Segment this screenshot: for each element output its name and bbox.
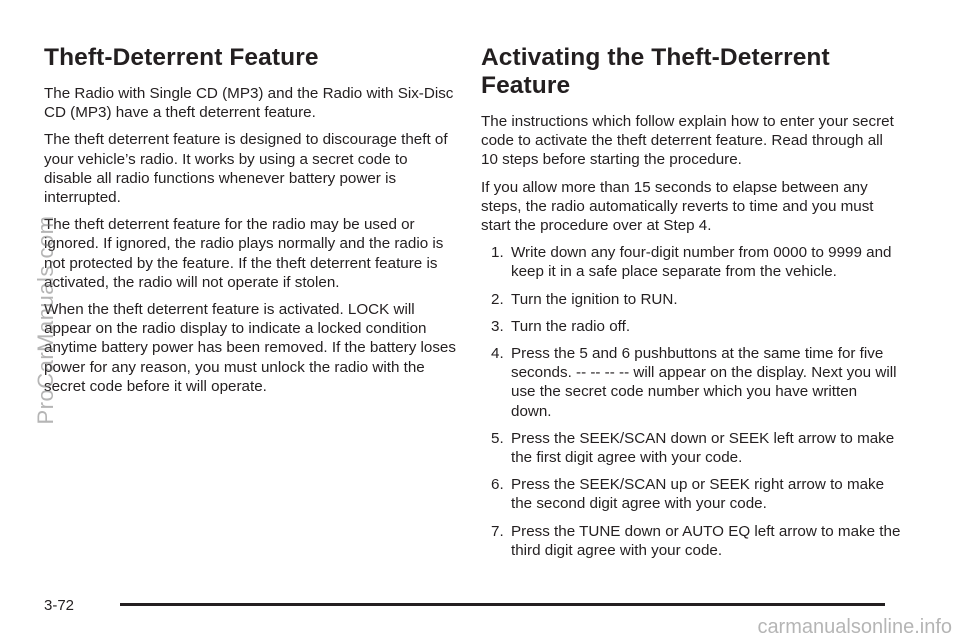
page-number: 3-72 [44,597,75,614]
paragraph: When the theft deterrent feature is activated. LOCK will appear on the radio display to indicate a locked condition anytime battery power has been removed. If the battery loses power for any reason, you must unlock the radio with the secret code before it will operate. [44,301,456,395]
step-number: 6. [491,476,504,494]
step-item [481,243,901,281]
step-item [481,475,901,513]
step-text: Press the TUNE down or AUTO EQ left arrow to make the third digit agree with your code. [511,522,901,559]
step-item [481,429,901,467]
paragraph: The theft deterrent feature for the radio may be used or ignored. If ignored, the radio plays normally and the radio is not protected by the feature. If the theft deterrent feature is activated, the radio will not operate if stolen. [44,216,444,291]
step-item [481,317,901,336]
section-title-theft-deterrent: Theft-Deterrent Feature [44,44,319,71]
steps-list [481,243,901,560]
paragraph: If you allow more than 15 seconds to elapse between any steps, the radio automatically reverts to time and you must start the procedure over at Step 4. [481,178,874,235]
paragraph: The instructions which follow explain how to enter your secret code to activate the theft deterrent feature. Read through all 10 steps before starting the procedure. [481,113,894,169]
step-text: Press the SEEK/SCAN up or SEEK right arrow to make the second digit agree with your code. [511,476,885,513]
step-text: Turn the ignition to RUN. [511,290,678,308]
step-item [481,290,901,309]
paragraph: The theft deterrent feature is designed to discourage theft of your vehicle’s radio. It works by using a secret code to disable all radio functions whenever battery power is interrupted. [44,131,448,207]
step-text: Press the SEEK/SCAN down or SEEK left arrow to make the first digit agree with your code. [511,429,895,467]
step-number: 1. [491,244,504,262]
step-text: Write down any four-digit number from 0000 to 9999 and keep it in a safe place separate from the vehicle. [511,244,892,281]
step-item [481,522,901,560]
step-number: 4. [491,345,504,363]
paragraph: The Radio with Single CD (MP3) and the Radio with Six-Disc CD (MP3) have a theft deterrent feature. [44,85,454,122]
step-number: 7. [491,522,504,540]
step-item [481,344,901,421]
section-title-activating: Activating the Theft-Deterrent Feature [481,44,830,99]
side-watermark: ProCarManuals.com [33,215,58,425]
step-number: 2. [491,290,504,308]
step-number: 5. [491,429,504,447]
right-column [481,44,901,568]
footer-rule [120,603,885,606]
bottom-watermark: carmanualsonline.info [757,616,952,638]
left-column [44,44,456,404]
step-text: Turn the radio off. [511,317,631,335]
step-text: Press the 5 and 6 pushbuttons at the same time for five seconds. -- -- -- -- will appear on the display. Next you will use the secret code number which you have written down. [511,345,897,420]
step-number: 3. [491,317,504,335]
